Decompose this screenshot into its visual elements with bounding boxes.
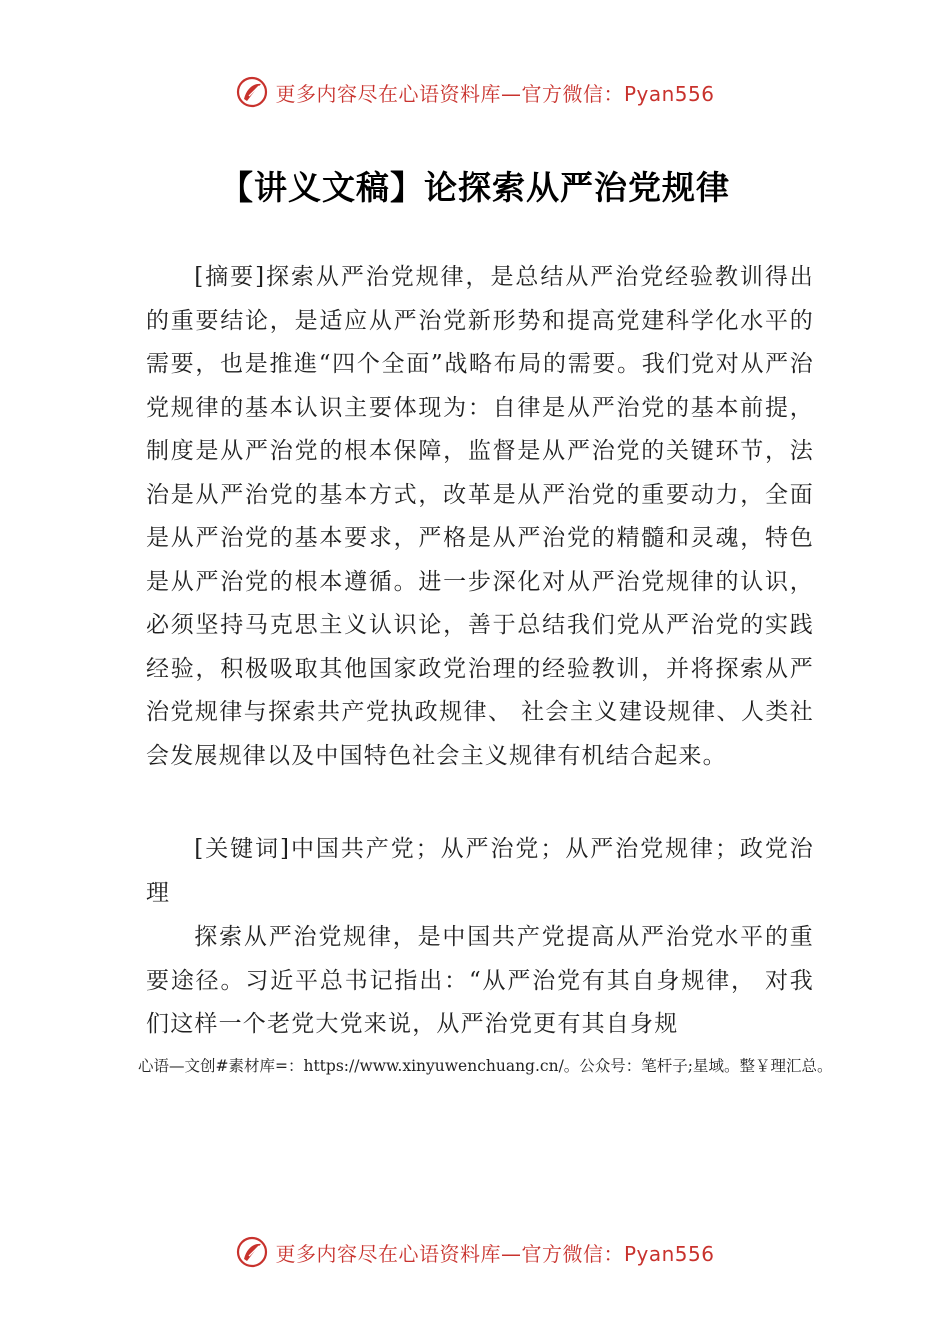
abstract-paragraph: [摘要]探索从严治党规律，是总结从严治党经验教训得出的重要结论，是适应从严治党新形势和提高党建科学化水平的需要，也是推進“四个全面”战略布局的需要。我们党对从严治党规律的基本认识主要体现为：自律是从严治党的基本前提，制度是从严治党的根本保障，监督是从严治党的关键环节，法治是从严治党的基本方式，改革是从严治党的重要动力，全面是从严治党的基本要求，严格是从严治党的精髓和灵魂，特色是从严治党的根本遵循。进一步深化对从严治党规律的认识，必须坚持马克思主义认识论，善于总结我们党从严治党的实践经验，积极吸取其他国家政党治理的经验教训，并将探索从严治党规律与探索共产党执政规律、 社会主义建设规律、人类社会发展规律以及中国特色社会主义规律有机结合起来。 (146, 264, 814, 769)
xinyu-logo-icon (235, 1235, 269, 1269)
source-footnote: 心语—文创#素材库=：https://www.xinyuwenchuang.cn/。公众号：笔杆子;星域。整￥理汇总。 (138, 1057, 833, 1075)
keywords-section (146, 828, 814, 915)
header-banner-text: 更多内容尽在心语资料库—官方微信：Pyan556 (275, 81, 715, 106)
intro-paragraph: 探索从严治党规律，是中国共产党提高从严治党水平的重要途径。习近平总书记指出：“从严治党有其自身规律， 对我们这样一个老党大党来说，从严治党更有其自身规 (146, 924, 814, 1037)
intro-section (146, 916, 814, 1047)
footer-banner (0, 1232, 950, 1272)
footer-banner-text: 更多内容尽在心语资料库—官方微信：Pyan556 (275, 1241, 715, 1266)
header-banner (0, 72, 950, 112)
keywords-paragraph: [关键词]中国共产党；从严治党；从严治党规律；政党治理 (146, 836, 814, 906)
abstract-section (146, 256, 814, 778)
xinyu-logo-icon (235, 75, 269, 109)
document-title: 【讲义文稿】论探索从严治党规律 (220, 168, 730, 207)
